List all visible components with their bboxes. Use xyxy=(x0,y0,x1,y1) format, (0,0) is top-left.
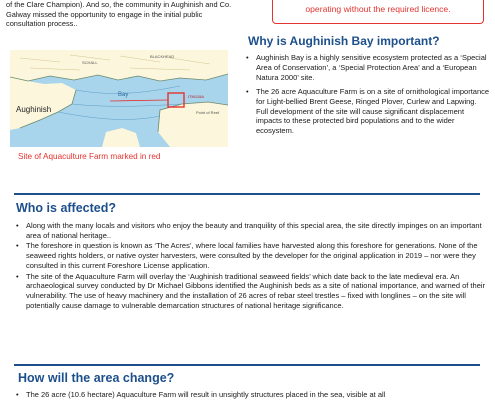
map-small-label: Point of Reef xyxy=(196,110,220,115)
list-item: • The foreshore in question is known as ‘The Acres’, where local families have harvested along this foreshore for generations. None of the seaweed rights holders, or native oyster harvesters, were consulted by the developer for the original application in 2019 – nor were they consulted in this current Foreshore License application. xyxy=(16,241,486,271)
map-small-label: SCHALL xyxy=(82,60,98,65)
site-map xyxy=(10,50,228,147)
list-item: • The 26 acre (10.6 hectare) Aquaculture Farm will result in unsightly structures placed in the sea, visible at all xyxy=(16,390,486,400)
map-small-label: ITM115A xyxy=(188,94,204,99)
why-list xyxy=(246,53,490,140)
alert-box xyxy=(272,0,484,24)
why-heading: Why is Aughinish Bay important? xyxy=(248,34,440,48)
alert-text: operating without the required licence. xyxy=(305,4,451,14)
intro-text xyxy=(6,0,256,29)
list-item: • Aughinish Bay is a highly sensitive ecosystem protected as a ‘Special Area of Conservation’, a ‘Special Protection Area’ and a ‘European Natura 2000’ site. xyxy=(246,53,490,83)
intro-line: of the Clare Champion). And so, the community in Aughinish and Co. xyxy=(6,0,232,9)
who-list xyxy=(16,221,486,312)
intro-line: consultation process.. xyxy=(6,19,78,28)
section-divider xyxy=(14,193,480,195)
map-small-label: BLACKHEAD xyxy=(150,54,175,59)
map-caption: Site of Aquaculture Farm marked in red xyxy=(18,152,161,161)
map-place-label: Aughinish xyxy=(16,105,52,114)
how-heading: How will the area change? xyxy=(18,371,175,385)
list-item: • The site of the Aquaculture Farm will overlay the ‘Aughinish traditional seaweed fields’ which date back to the late medieval era. An archaeological survey conducted by Dr Michael Gibbons identified the Aughinish beds as a site of national importance, and warned of their vulnerability. The use of heavy machinery and the installation of 26 acres of rebar steel trestles – fixed with longlines – on the site will potentially cause damage to vulnerable demarcation structures of national heritage significance. xyxy=(16,272,486,312)
list-item: • Along with the many locals and visitors who enjoy the beauty and tranquility of this special area, the site directly impinges on an important area of national heritage.. xyxy=(16,221,486,241)
list-item: • The 26 acre Aquaculture Farm is on a site of ornithological importance for Light-bellied Brent Geese, Ringed Plover, Curlew and Lapwing. Full development of the site will cause significant displacement impacts to these protected bird populations and to the wider ecosystem. xyxy=(246,87,490,137)
intro-line: Galway missed the opportunity to engage in the initial public xyxy=(6,9,203,19)
who-heading: Who is affected? xyxy=(16,201,117,215)
map-bay-label: Bay xyxy=(118,92,129,98)
how-list xyxy=(16,390,486,400)
section-divider xyxy=(14,364,480,366)
